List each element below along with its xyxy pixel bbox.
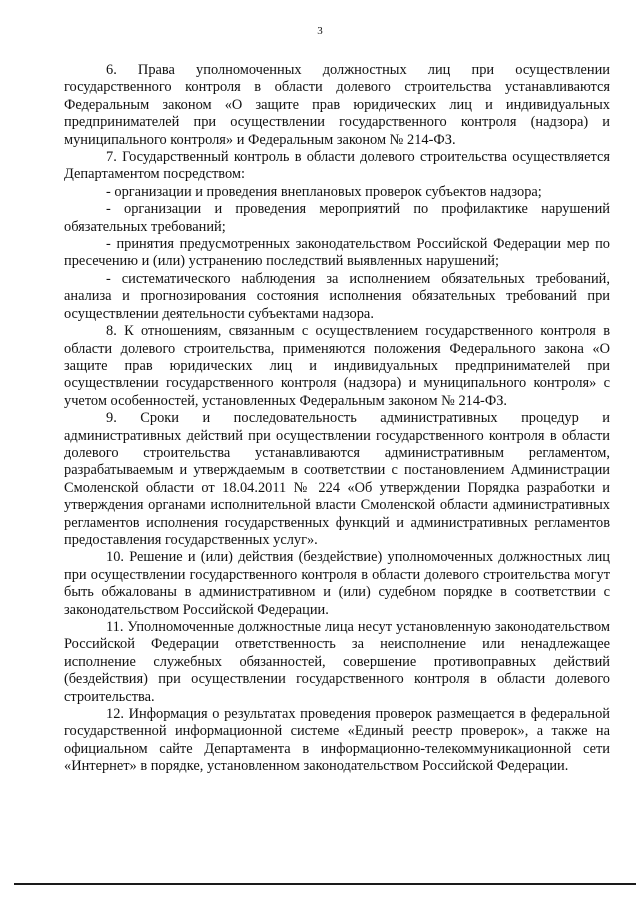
paragraph-12-information: 12. Информация о результатах проведения проверок размещается в федеральной государственной информационной системе «Единый реестр проверок», а также на официальном сайте Департамента в информационно-телекоммуникационной сети «Интернет» в порядке, установленном законодательством Российской Федерации. [64, 706, 610, 775]
paragraph-7-control-means: 7. Государственный контроль в области долевого строительства осуществляется Департаментом посредством: [64, 149, 610, 183]
paragraph-8-relations: 8. К отношениям, связанным с осуществлением государственного контроля в области долевого строительства, применяются положения Федерального закона «О защите прав юридических лиц и индивидуальных предпринимателей при осуществлении государственного контроля (надзора) и муниципального контроля» с учетом особенностей, установленных Федеральным законом № 214-ФЗ. [64, 323, 610, 409]
paragraph-10-appeal: 10. Решение и (или) действия (бездействие) уполномоченных должностных лиц при осуществлении государственного контроля в области долевого строительства могут быть обжалованы в административном и (или) судебном порядке в соответствии с законодательством Российской Федерации. [64, 549, 610, 618]
list-item-monitoring: - систематического наблюдения за исполнением обязательных требований, анализа и прогнозирования состояния исполнения обязательных требований при осуществлении деятельности субъектами надзора. [64, 270, 610, 322]
page-number: 3 [317, 25, 323, 37]
bottom-border-line [14, 883, 636, 885]
document-body [64, 62, 610, 776]
paragraph-11-liability: 11. Уполномоченные должностные лица несут установленную законодательством Российской Федерации ответственность за неисполнение или ненадлежащее исполнение служебных обязанностей, совершение противоправных действий (бездействия) при осуществлении государственного контроля в области долевого строительства. [64, 619, 610, 705]
list-item-inspections: - организации и проведения внеплановых проверок субъектов надзора; [106, 183, 542, 200]
list-item-prevention: - организации и проведения мероприятий по профилактике нарушений обязательных требований; [64, 201, 610, 235]
paragraph-6-rights: 6. Права уполномоченных должностных лиц при осуществлении государственного контроля в области долевого строительства устанавливаются Федеральным законом «О защите прав юридических лиц и индивидуальных предпринимателей при осуществлении государственного контроля (надзора) и муниципального контроля» и Федеральным законом № 214-ФЗ. [64, 62, 610, 148]
list-item-measures: - принятия предусмотренных законодательством Российской Федерации мер по пресечению и (или) устранению последствий выявленных нарушений; [64, 236, 610, 270]
paragraph-9-procedures: 9. Сроки и последовательность административных процедур и административных действий при осуществлении государственного контроля в области долевого строительства устанавливаются административным регламентом, разрабатываемым и утверждаемым в соответствии с постановлением Администрации Смоленской области от 18.04.2011 № 224 «Об утверждении Порядка разработки и утверждения органами исполнительной власти Смоленской области административных регламентов исполнения государственных функций и административных регламентов предоставления государственных услуг». [64, 410, 610, 548]
